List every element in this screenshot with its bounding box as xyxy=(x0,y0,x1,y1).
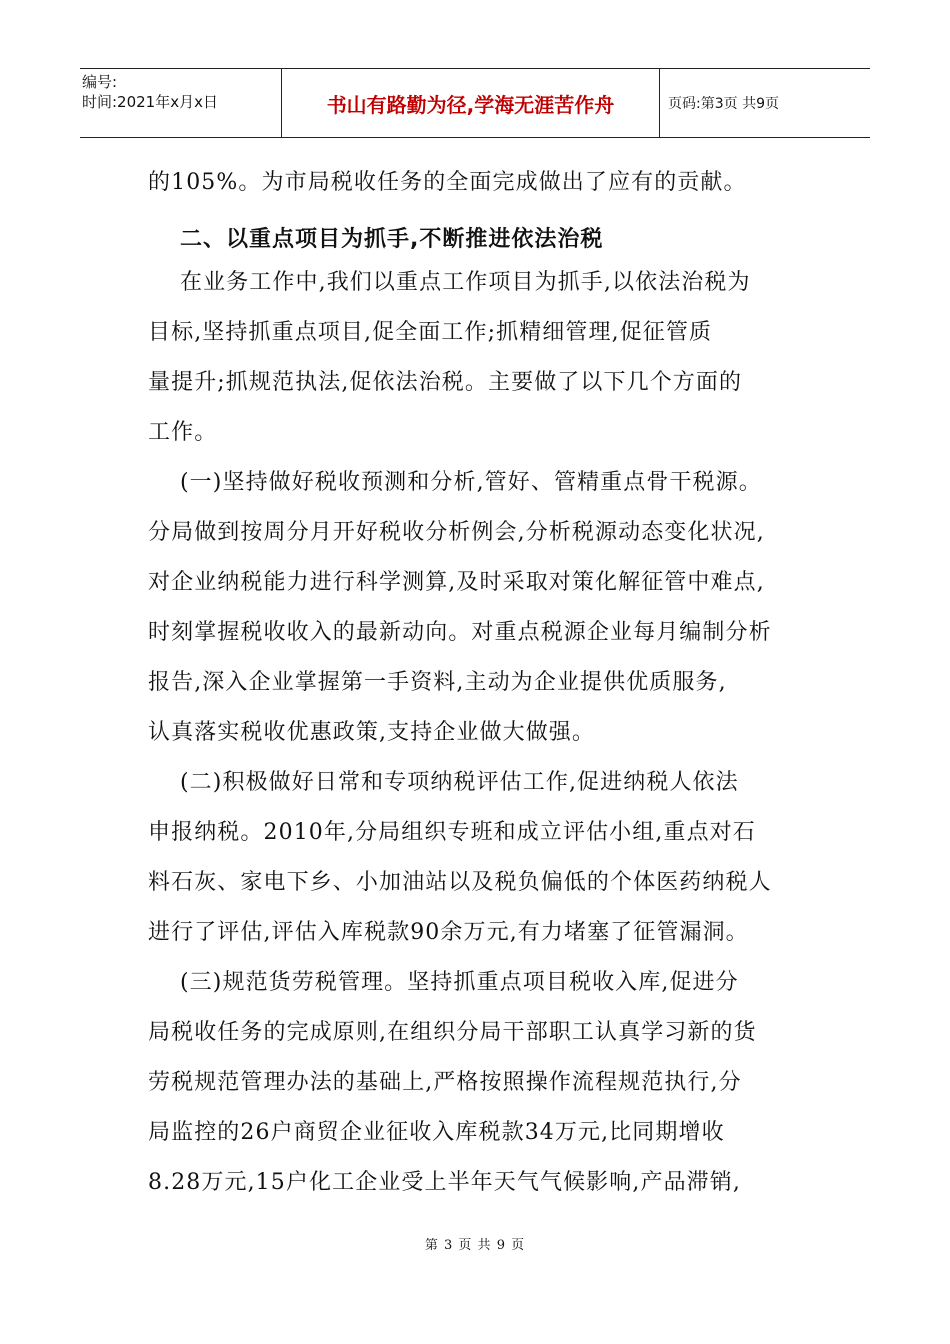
body-line: (一)坚持做好税收预测和分析,管好、管精重点骨干税源。 xyxy=(180,470,762,495)
body-line: 在业务工作中,我们以重点工作项目为抓手,以依法治税为 xyxy=(180,270,751,295)
header-page-info: 页码:第3页 共9页 xyxy=(668,96,779,112)
body-line: 时刻掌握税收收入的最新动向。对重点税源企业每月编制分析 xyxy=(148,620,772,645)
body-line: 认真落实税收优惠政策,支持企业做大做强。 xyxy=(148,720,595,745)
body-line: 报告,深入企业掌握第一手资料,主动为企业提供优质服务, xyxy=(148,670,727,695)
body-line: 8.28万元,15户化工企业受上半年天气气候影响,产品滞销, xyxy=(148,1170,741,1195)
body-line: (三)规范货劳税管理。坚持抓重点项目税收入库,促进分 xyxy=(180,970,739,995)
document-number-label: 编号: xyxy=(82,73,118,91)
section-heading: 二、以重点项目为抓手,不断推进依法治税 xyxy=(180,227,604,252)
body-line: 工作。 xyxy=(148,420,218,445)
body-line: 目标,坚持抓重点项目,促全面工作;抓精细管理,促征管质 xyxy=(148,320,713,345)
page-footer: 第 3 页 共 9 页 xyxy=(424,1238,526,1253)
body-line: 局监控的26户商贸企业征收入库税款34万元,比同期增收 xyxy=(148,1120,725,1145)
document-date: 时间:2021年x月x日 xyxy=(82,93,218,111)
body-line: (二)积极做好日常和专项纳税评估工作,促进纳税人依法 xyxy=(180,770,739,795)
body-line: 的105%。为市局税收任务的全面完成做出了应有的贡献。 xyxy=(148,170,747,195)
header-motto: 书山有路勤为径,学海无涯苦作舟 xyxy=(282,69,660,137)
header-meta xyxy=(80,69,282,137)
body-line: 分局做到按周分月开好税收分析例会,分析税源动态变化状况, xyxy=(148,520,765,545)
body-line: 局税收任务的完成原则,在组织分局干部职工认真学习新的货 xyxy=(148,1020,757,1045)
body-line: 劳税规范管理办法的基础上,严格按照操作流程规范执行,分 xyxy=(148,1070,742,1095)
body-line: 量提升;抓规范执法,促依法治税。主要做了以下几个方面的 xyxy=(148,370,743,395)
body-line: 对企业纳税能力进行科学测算,及时采取对策化解征管中难点, xyxy=(148,570,765,595)
page-header xyxy=(80,68,870,138)
body-line: 进行了评估,评估入库税款90余万元,有力堵塞了征管漏洞。 xyxy=(148,920,749,945)
body-line: 料石灰、家电下乡、小加油站以及税负偏低的个体医药纳税人 xyxy=(148,870,772,895)
body-line: 申报纳税。2010年,分局组织专班和成立评估小组,重点对石 xyxy=(148,820,756,845)
